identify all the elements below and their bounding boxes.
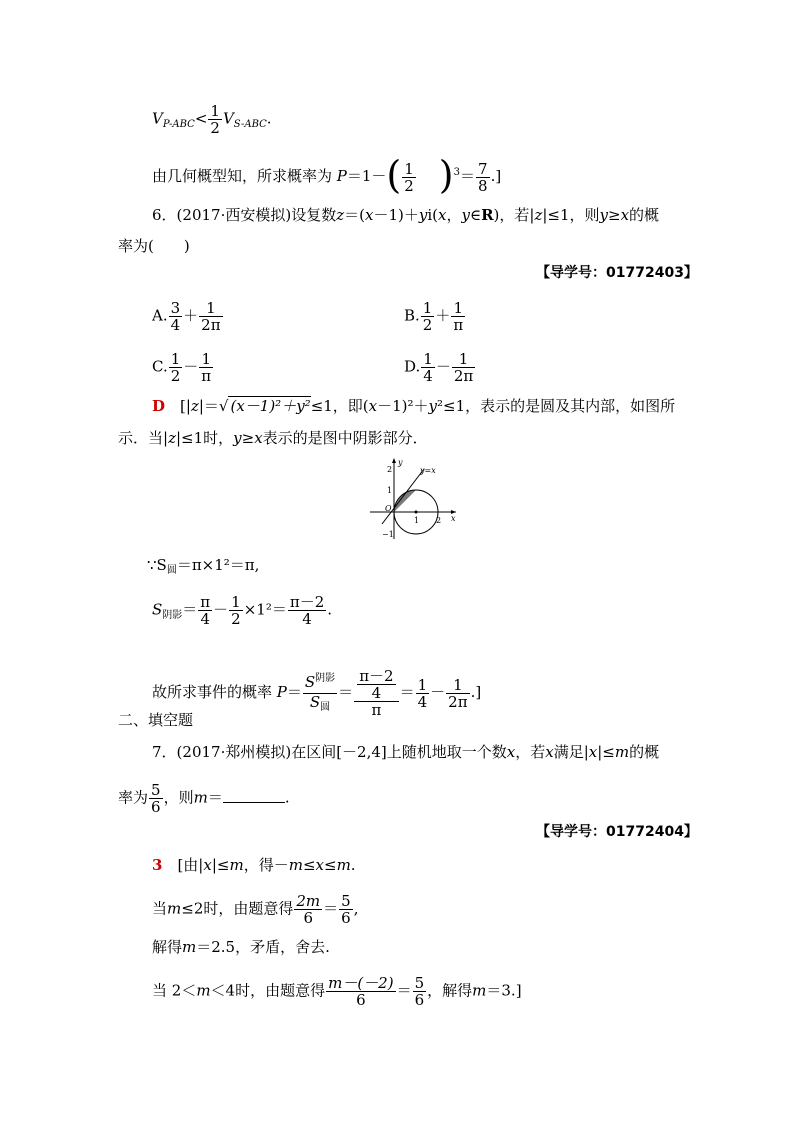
fraction: $\frac{1}{2}$ [404, 159, 414, 195]
solution-6-line-1: D [|z|＝√ (x－1)²＋y²≤1，即(x－1)²＋y²≤1，表示的是圆及其内部，如图所 [152, 397, 676, 415]
svg-text:y=x: y=x [420, 466, 436, 475]
svg-text:1: 1 [387, 486, 393, 495]
solution-6-line-2: 示．当|z|≤1时，y≥x表示的是图中阴影部分． [118, 429, 428, 447]
svg-text:y: y [398, 458, 403, 467]
circle-area-formula: $\because S_圆=\pi\times 1^2=\pi$, [147, 556, 260, 576]
volume-inequality: $V_{P-ABC}<$ $\frac{1}{2}$ $V_{S-ABC}$. [152, 102, 272, 137]
fraction: $\frac{1}{2}$ [210, 102, 220, 137]
solution-7-line-2: 当m≤2时，由题意得 $\frac{2m}{6}$ ＝ $\frac{5}{6}$ , [152, 892, 359, 927]
svg-text:2: 2 [436, 516, 442, 525]
question-7-line-1: 7．(2017·郑州模拟)在区间[－2,4]上随机地取一个数x，若x满足|x|≤m的概 [152, 743, 660, 761]
solution-7-line-4: 当 2＜m＜4时，由题意得 $\frac{m-(-2)}{6}$ ＝ $\frac{5}{6}$ ，解得m＝3.] [152, 974, 522, 1009]
option-a: A. $\frac{3}{4}$ ＋ $\frac{1}{2\pi}$ [152, 299, 221, 334]
shaded-area-formula: $S_{阴影}=$ $\frac{\pi}{4}$ － $\frac{1}{2}$ ×1²＝ $\frac{\pi-2}{4}$ . [152, 593, 333, 628]
answer-blank [223, 788, 285, 803]
svg-text:1: 1 [414, 516, 420, 525]
question-7-line-2: 率为 $\frac{5}{6}$ ，则m＝ . [118, 781, 290, 816]
answer-badge: D [152, 397, 166, 415]
guide-number-ref-2: 【导学号：01772404】 [536, 824, 698, 840]
svg-text:−1: −1 [382, 530, 394, 539]
probability-formula: 故所求事件的概率 P＝ $\frac{S^{阴影}}{S_圆}$ ＝ $\frac{\frac{\pi-2}{4}}{\pi}$ ＝ $\frac{1}{4}$ － $\frac{1}{2\pi}$ .] [152, 667, 482, 719]
option-d: D. $\frac{1}{4}$ － $\frac{1}{2\pi}$ [404, 350, 474, 385]
section-heading: 二、填空题 [118, 711, 194, 729]
svg-text:x: x [451, 514, 456, 523]
svg-text:2: 2 [387, 465, 393, 474]
guide-number-ref: 【导学号：01772403】 [536, 265, 698, 281]
solution-7-line-1: 3 [由|x|≤m，得－m≤x≤m. [152, 856, 356, 874]
option-b: B. $\frac{1}{2}$ ＋ $\frac{1}{\pi}$ [404, 299, 464, 334]
fraction: $\frac{7}{8}$ [478, 159, 488, 195]
circle-figure [362, 455, 462, 545]
svg-text:O: O [385, 504, 392, 513]
option-c: C. $\frac{1}{2}$ － $\frac{1}{\pi}$ [152, 350, 212, 385]
question-6-line-1: 6．(2017·西安模拟)设复数z＝(x－1)＋yi(x，y∈R)，若|z|≤1，则y≥x的概 [152, 206, 660, 224]
answer-badge-2: 3 [152, 856, 163, 874]
question-6-line-2: 率为( ) [118, 237, 190, 255]
probability-result: 由几何概型知，所求概率为 P＝1－( $\frac{1}{2}$ )$^3$＝ $\frac{7}{8}$ .] [152, 153, 502, 197]
solution-7-line-3: 解得m＝2.5，矛盾，舍去. [152, 938, 330, 956]
